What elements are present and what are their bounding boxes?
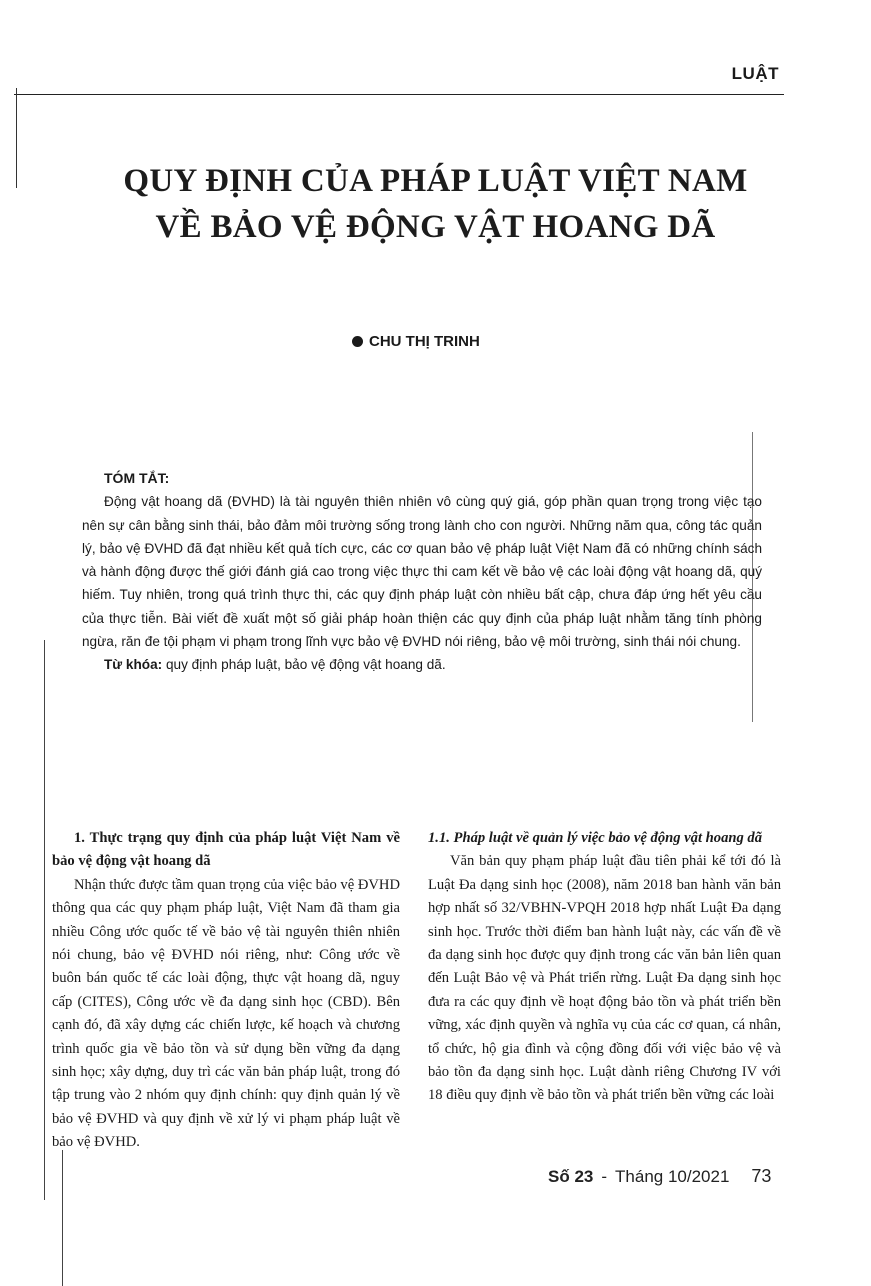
header-rule <box>14 94 784 95</box>
page-footer <box>548 1166 771 1187</box>
keywords-label: Từ khóa: <box>104 657 163 673</box>
section-label: LUẬT <box>731 64 779 83</box>
author-name: CHU THỊ TRINH <box>369 333 480 350</box>
left-column <box>52 827 400 1155</box>
abstract <box>82 467 762 677</box>
abstract-body: Động vật hoang dã (ĐVHD) là tài nguyên thiên nhiên vô cùng quý giá, góp phần quan trọng trong việc tạo nên sự cân bằng sinh thái, bảo đảm môi trường sống trong lành cho con người. Những năm qua, công tác quản lý, bảo vệ ĐVHD đã đạt nhiều kết quả tích cực, các cơ quan bảo vệ pháp luật Việt Nam đã có những chính sách và hành động được thế giới đánh giá cao trong việc thực thi cam kết về bảo vệ các loài động vật hoang dã, quý hiếm. Tuy nhiên, trong quá trình thực thi, các quy định pháp luật còn nhiều bất cập, chưa đáp ứng hết yêu cầu của thực tiễn. Bài viết đề xuất một số giải pháp hoàn thiện các quy định của pháp luật nhằm tăng tính phòng ngừa, răn đe tội phạm vi phạm trong lĩnh vực bảo vệ ĐVHD nói riêng, bảo vệ môi trường, sinh thái nói chung. <box>82 494 762 650</box>
issue-month: Tháng 10/2021 <box>615 1167 730 1186</box>
title-line-2: VỀ BẢO VỆ ĐỘNG VẬT HOANG DÃ <box>155 209 716 245</box>
author-byline <box>352 333 480 350</box>
left-paragraph: Nhận thức được tầm quan trọng của việc bảo vệ ĐVHD thông qua các quy phạm pháp luật, Việt Nam đã tham gia nhiều Công ước quốc tế về bảo vệ tài nguyên thiên nhiên nói chung, bảo vệ ĐVHD nói riêng, như: Công ước về buôn bán quốc tế các loài động, thực vật hoang dã, nguy cấp (CITES), Công ước về đa dạng sinh học (CBD). Bên cạnh đó, đã xây dựng các chiến lược, kế hoạch và chương trình quốc gia về bảo tồn và sử dụng bền vững đa dạng sinh học; xây dựng, duy trì các văn bản pháp luật, trong đó tập trung vào 2 nhóm quy định chính: quy định quản lý về bảo vệ ĐVHD và quy định về xử lý vi phạm pháp luật về bảo vệ ĐVHD. <box>52 876 400 1151</box>
issue-number: Số 23 <box>548 1167 594 1186</box>
section-heading: 1. Thực trạng quy định của pháp luật Việt Nam về bảo vệ động vật hoang dã <box>52 830 400 870</box>
abstract-heading: TÓM TẮT: <box>104 470 170 486</box>
column-margin-line-lower <box>62 1150 63 1286</box>
bullet-icon <box>352 336 363 347</box>
subsection-heading: 1.1. Pháp luật về quản lý việc bảo vệ động vật hoang dã <box>428 830 763 846</box>
article-title <box>0 158 871 250</box>
page-number: 73 <box>751 1166 772 1186</box>
footer-separator: - <box>601 1167 608 1186</box>
keywords-text: quy định pháp luật, bảo vệ động vật hoang dã. <box>162 657 446 673</box>
right-column <box>428 827 781 1108</box>
right-paragraph: Văn bản quy phạm pháp luật đầu tiên phải kể tới đó là Luật Đa dạng sinh học (2008), năm 2018 ban hành văn bản hợp nhất số 32/VBHN-VPQH 2018 hợp nhất Luật Đa dạng sinh học. Trước thời điểm ban hành luật này, các vấn đề về đa dạng sinh học được quy định trong các văn bản liên quan đến Luật Bảo vệ và Phát triển rừng. Luật Đa dạng sinh học đưa ra các quy định về hoạt động bảo tồn và phát triển bền vững, xác định quyền và nghĩa vụ của các cơ quan, cá nhân, tổ chức, hộ gia đình và cộng đồng đối với việc bảo vệ và bảo tồn đa dạng sinh học. Luật dành riêng Chương IV với 18 điều quy định về bảo tồn và phát triển bền vững các loài <box>428 853 781 1104</box>
column-margin-line <box>44 640 45 1200</box>
keywords <box>82 653 762 676</box>
title-line-1: QUY ĐỊNH CỦA PHÁP LUẬT VIỆT NAM <box>123 163 748 199</box>
